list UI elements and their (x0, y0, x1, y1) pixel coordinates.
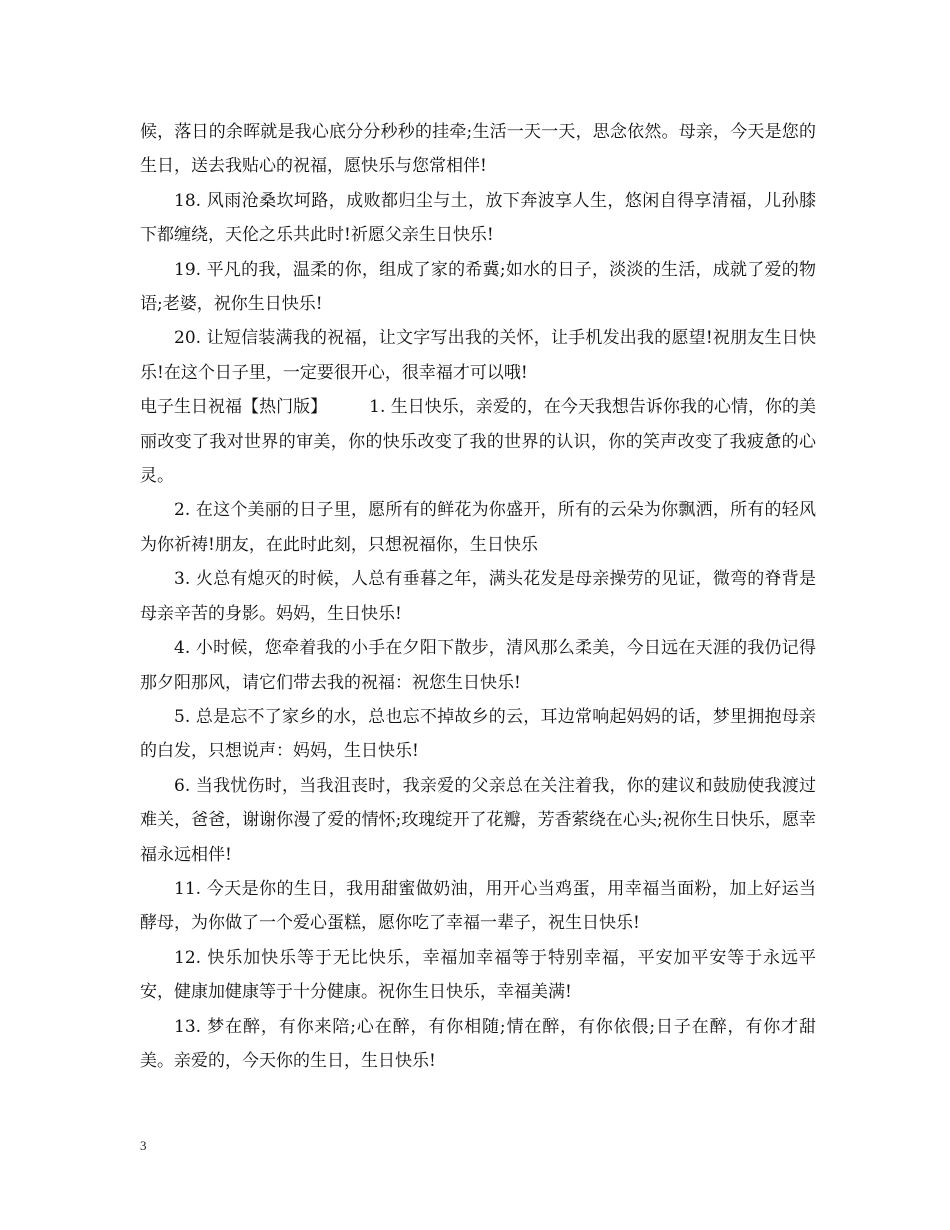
paragraph-item-6: 6. 当我忧伤时，当我沮丧时，我亲爱的父亲总在关注着我，你的建议和鼓励使我渡过难关，爸爸，谢谢你漫了爱的情怀;玫瑰绽开了花瓣，芳香萦绕在心头;祝你生日快乐，愿幸福永远相伴! (140, 775, 816, 865)
paragraph-item-20: 20. 让短信装满我的祝福，让文字写出我的关怀，让手机发出我的愿望!祝朋友生日快乐!在这个日子里，一定要很开心，很幸福才可以哦! (140, 328, 816, 383)
paragraph-item-11: 11. 今天是你的生日，我用甜蜜做奶油，用开心当鸡蛋，用幸福当面粉，加上好运当酵母，为你做了一个爱心蛋糕，愿你吃了幸福一辈子，祝生日快乐! (140, 878, 816, 934)
document-body (140, 115, 816, 1078)
paragraph-item-3: 3. 火总有熄灭的时候，人总有垂暮之年，满头花发是母亲操劳的见证，微弯的脊背是母亲辛苦的身影。妈妈，生日快乐! (140, 569, 816, 624)
paragraph-item-2: 2. 在这个美丽的日子里，愿所有的鲜花为你盛开，所有的云朵为你飘洒，所有的轻风为你祈祷!朋友，在此时此刻，只想祝福你，生日快乐 (140, 500, 816, 555)
paragraph-item-5: 5. 总是忘不了家乡的水，总也忘不掉故乡的云，耳边常响起妈妈的话，梦里拥抱母亲的白发，只想说声：妈妈，生日快乐! (140, 706, 816, 762)
paragraph-section-heading (140, 390, 816, 493)
paragraph-item-13: 13. 梦在醉，有你来陪;心在醉，有你相随;情在醉，有你依偎;日子在醉，有你才甜美。亲爱的，今天你的生日，生日快乐! (140, 1016, 816, 1071)
paragraph-item-19: 19. 平凡的我，温柔的你，组成了家的希冀;如水的日子，淡淡的生活，成就了爱的物语;老婆，祝你生日快乐! (140, 259, 816, 315)
paragraph-item-18: 18. 风雨沧桑坎坷路，成败都归尘与土，放下奔波享人生，悠闲自得享清福，儿孙膝下都缠绕，天伦之乐共此时!祈愿父亲生日快乐! (140, 190, 816, 246)
paragraph-item-12: 12. 快乐加快乐等于无比快乐，幸福加幸福等于特别幸福，平安加平安等于永远平安，健康加健康等于十分健康。祝你生日快乐，幸福美满! (140, 947, 816, 1003)
page-number: 3 (140, 1138, 147, 1153)
paragraph-continuation: 候，落日的余晖就是我心底分分秒秒的挂牵;生活一天一天，思念依然。母亲，今天是您的生日，送去我贴心的祝福，愿快乐与您常相伴! (140, 122, 816, 177)
paragraph-item-4: 4. 小时候，您牵着我的小手在夕阳下散步，清风那么柔美，今日远在天涯的我仍记得那夕阳那风，请它们带去我的祝福：祝您生日快乐! (140, 638, 816, 693)
section-heading: 电子生日祝福【热门版】 (140, 397, 328, 418)
paragraph-item-1: 1. 生日快乐，亲爱的，在今天我想告诉你我的心情，你的美丽改变了我对世界的审美，你的快乐改变了我的世界的认识，你的笑声改变了我疲惫的心灵。 (140, 397, 817, 487)
